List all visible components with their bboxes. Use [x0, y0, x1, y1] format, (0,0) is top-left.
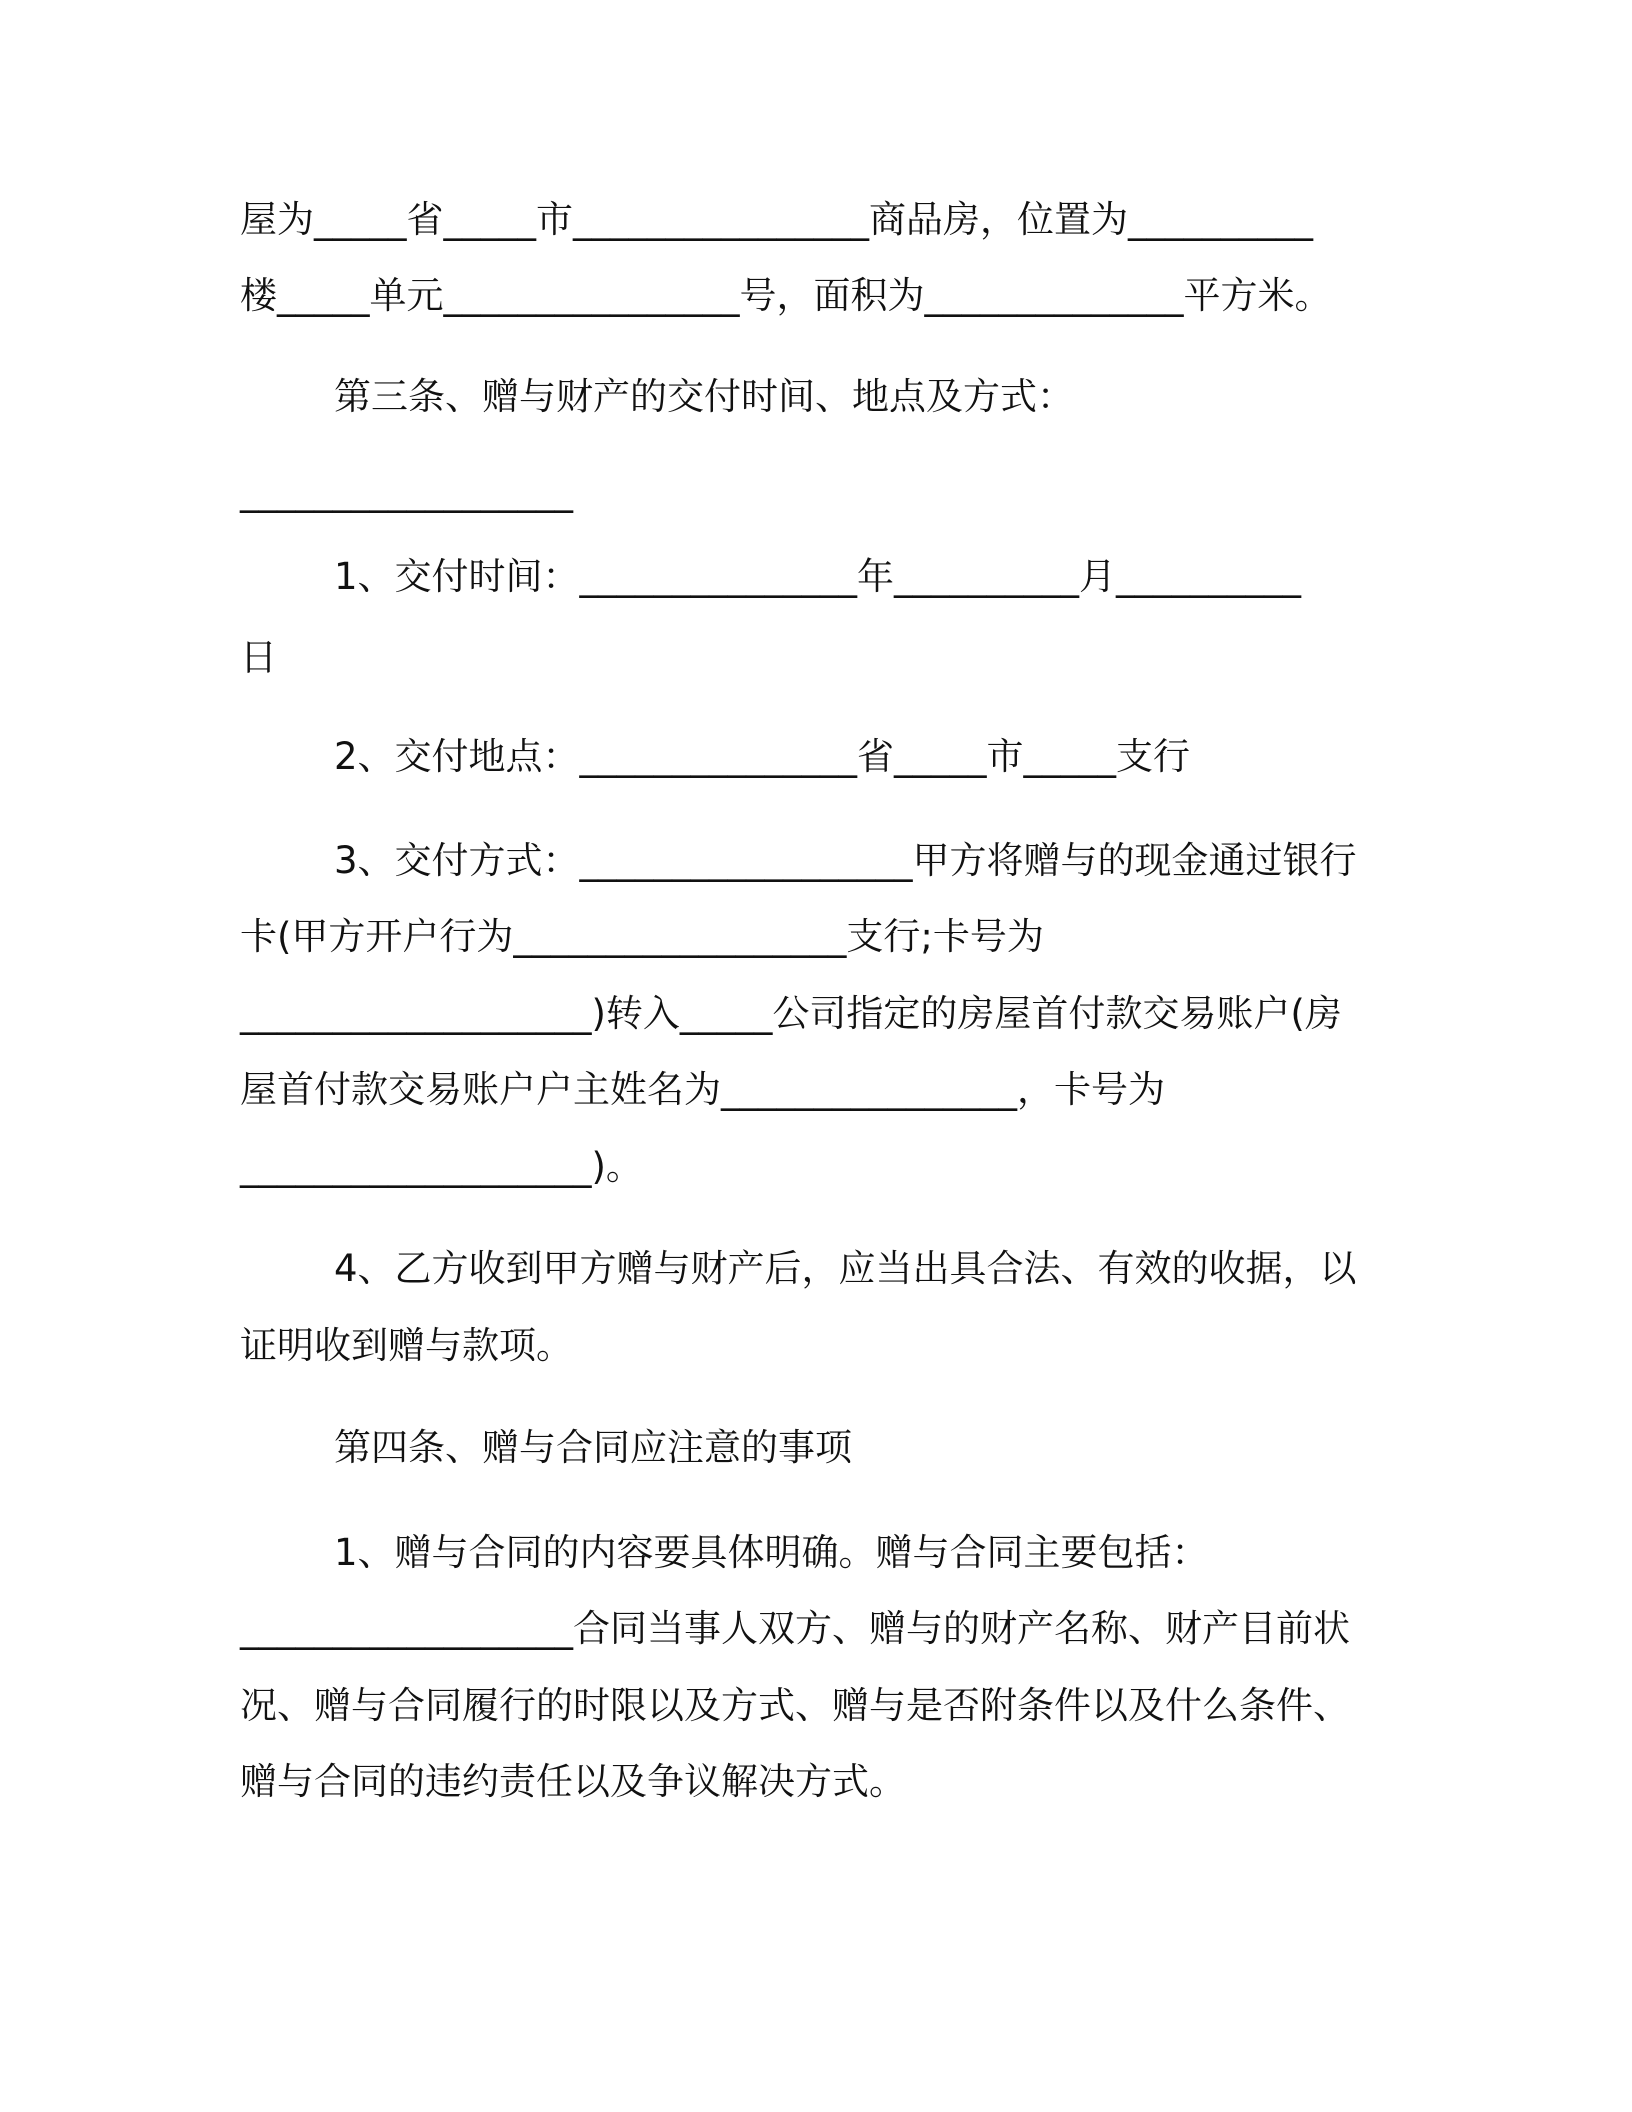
- delivery-method-account-name: 屋首付款交易账户户主姓名为________________，卡号为: [240, 1068, 1165, 1111]
- delivery-method-bank: 卡(甲方开户行为__________________支行;卡号为: [240, 915, 1044, 958]
- contract-content-continued-1: __________________合同当事人双方、赠与的财产名称、财产目前状: [240, 1607, 1350, 1650]
- delivery-time-line: 1、交付时间：_______________年__________月__________: [334, 555, 1302, 598]
- delivery-time-day: 日: [240, 636, 277, 679]
- text-line-property-location: 屋为_____省_____市________________商品房，位置为__________: [240, 198, 1313, 241]
- contract-content-continued-2: 况、赠与合同履行的时限以及方式、赠与是否附条件以及什么条件、: [240, 1684, 1350, 1727]
- delivery-method-transfer: ___________________)转入_____公司指定的房屋首付款交易账户(房: [240, 992, 1342, 1035]
- delivery-method-line: 3、交付方式：__________________甲方将赠与的现金通过银行: [334, 839, 1357, 882]
- contract-content-continued-3: 赠与合同的违约责任以及争议解决方式。: [240, 1760, 906, 1803]
- article-three-heading: 第三条、赠与财产的交付时间、地点及方式：: [334, 375, 1074, 418]
- article-four-heading: 第四条、赠与合同应注意的事项: [334, 1426, 852, 1469]
- blank-line: __________________: [240, 470, 573, 513]
- delivery-method-card-number: ___________________)。: [240, 1145, 643, 1188]
- contract-content-line: 1、赠与合同的内容要具体明确。赠与合同主要包括：: [334, 1531, 1209, 1574]
- text-line-property-area: 楼_____单元________________号，面积为______________平方米。: [240, 274, 1332, 317]
- receipt-clause-continued: 证明收到赠与款项。: [240, 1324, 573, 1367]
- receipt-clause-line: 4、乙方收到甲方赠与财产后，应当出具合法、有效的收据，以: [334, 1247, 1357, 1290]
- delivery-place-line: 2、交付地点：_______________省_____市_____支行: [334, 735, 1191, 778]
